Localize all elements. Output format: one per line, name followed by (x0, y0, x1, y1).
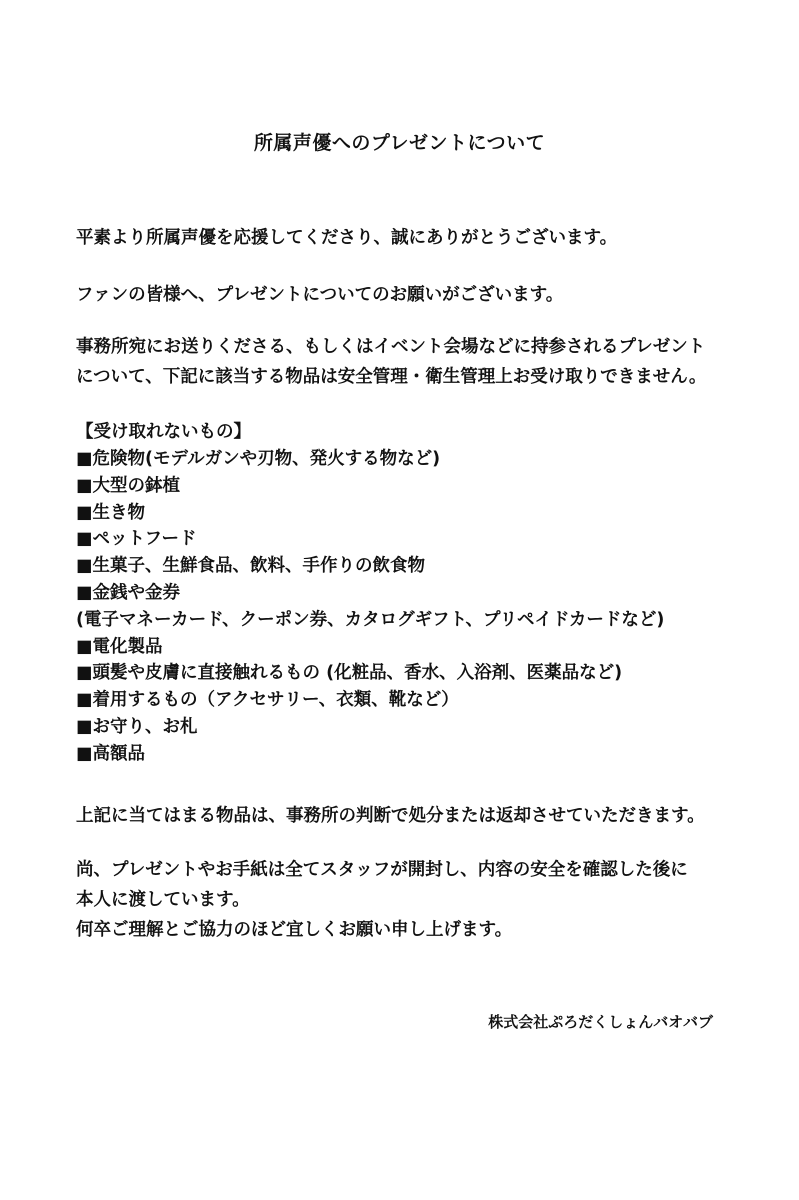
list-item: ■生菓子、生鮮食品、飲料、手作りの飲食物 (76, 556, 426, 577)
list-item-detail: (電子マネーカード、クーポン券、カタログギフト、プリペイドカードなど) (76, 609, 665, 630)
request-paragraph: ファンの皆様へ、プレゼントについてのお願いがございます。 (76, 285, 564, 305)
list-item: ■着用するもの（アクセサリー、衣類、靴など） (76, 690, 459, 711)
disposal-paragraph: 上記に当てはまる物品は、事務所の判断で処分または返却させていただきます。 (76, 806, 705, 826)
document-title: 所属声優へのプレゼントについて (253, 132, 546, 154)
list-item: ■ペットフード (76, 529, 197, 550)
notice-paragraph (76, 332, 756, 392)
closing-line: 尚、プレゼントやお手紙は全てスタッフが開封し、内容の安全を確認した後に (76, 860, 688, 880)
list-item: ■大型の鉢植 (76, 475, 181, 496)
list-item: ■金銭や金券 (76, 582, 181, 603)
list-item: ■生き物 (76, 502, 146, 523)
list-heading: 【受け取れないもの】 (76, 422, 251, 442)
list-item: ■高額品 (76, 743, 146, 764)
notice-line: 事務所宛にお送りくださる、もしくはイベント会場などに持参されるプレゼント (76, 337, 706, 357)
list-item: ■危険物(モデルガンや刃物、発火する物など) (76, 449, 441, 469)
list-item: ■お守り、お札 (76, 716, 198, 737)
list-item: ■頭髪や皮膚に直接触れるもの (化粧品、香水、入浴剤、医薬品など) (76, 663, 623, 684)
closing-line: 何卒ご理解とご協力のほど宜しくお願い申し上げます。 (76, 920, 513, 940)
company-signature: 株式会社ぷろだくしょんバオバブ (488, 1013, 713, 1031)
notice-line: について、下記に該当する物品は安全管理・衛生管理上お受け取りできません。 (76, 367, 707, 387)
greeting-paragraph: 平素より所属声優を応援してくださり、誠にありがとうございます。 (76, 228, 618, 248)
prohibited-items-list (76, 418, 756, 768)
list-item: ■電化製品 (76, 636, 163, 657)
closing-line: 本人に渡しています。 (76, 890, 250, 910)
closing-paragraph (76, 855, 756, 945)
